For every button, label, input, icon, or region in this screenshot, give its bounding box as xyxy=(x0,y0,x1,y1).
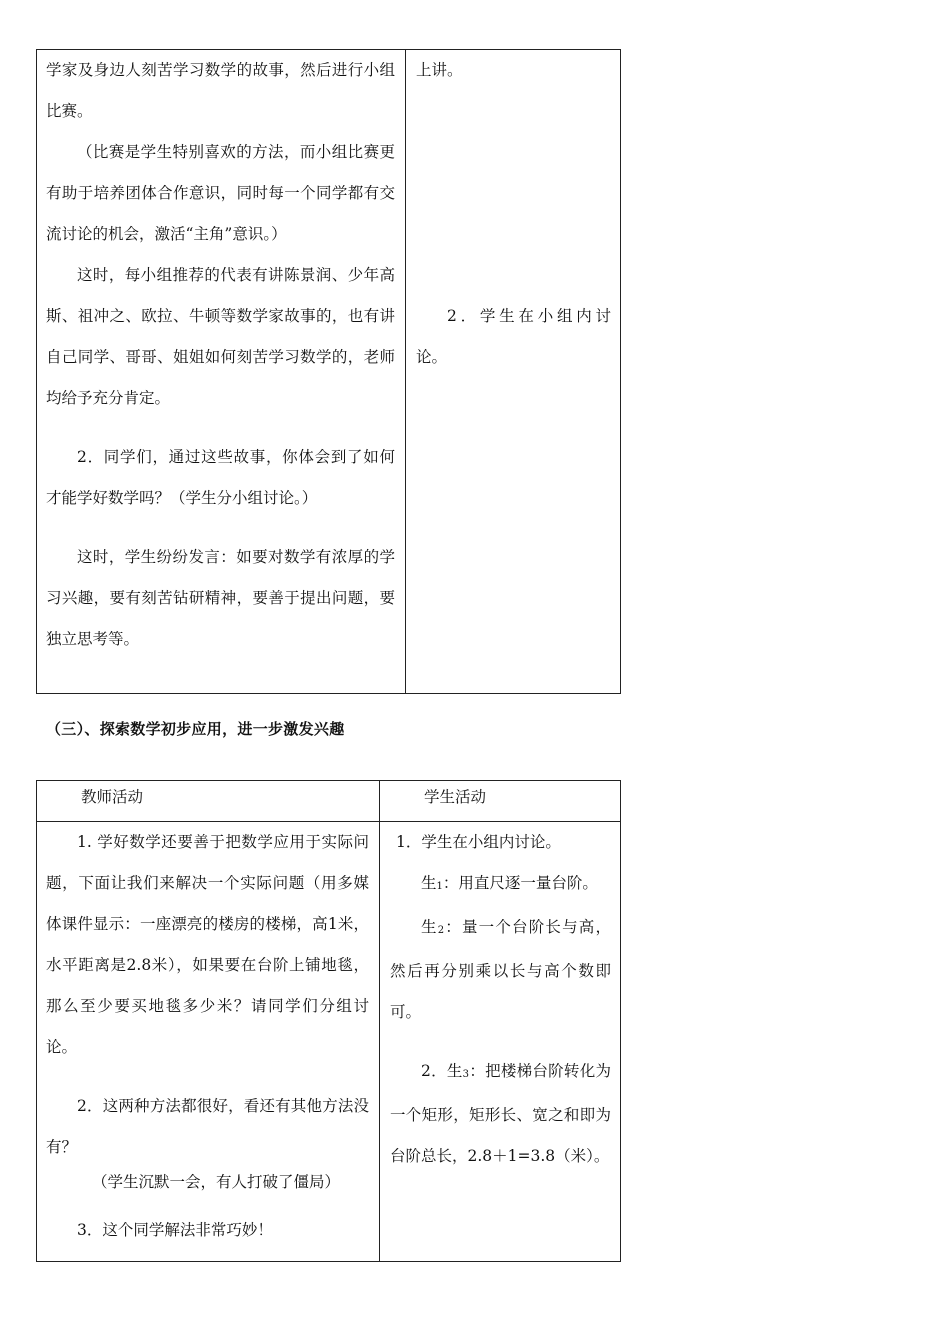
lesson-table-1 xyxy=(36,49,621,694)
subscript: 3 xyxy=(462,1069,470,1080)
student-activity-cell xyxy=(380,822,621,1262)
paragraph: 2．同学们，通过这些故事，你体会到了如何才能学好数学吗？（学生分小组讨论。） xyxy=(46,448,395,507)
student-label: 生 xyxy=(421,918,438,936)
teacher-activity-cell xyxy=(37,50,406,694)
lesson-table-2 xyxy=(36,780,621,1262)
student-answer: ：用直尺逐一量台阶。 xyxy=(442,874,598,892)
paragraph: 3．这个同学解法非常巧妙！ xyxy=(77,1221,273,1239)
section-heading: （三）、探索数学初步应用，进一步激发兴趣 xyxy=(46,720,345,738)
teacher-activity-cell xyxy=(37,822,380,1262)
paragraph xyxy=(390,907,611,1033)
student-answer: ：把楼梯台阶转化为一个矩形，矩形长、宽之和即为台阶总长，2.8＋1=3.8（米）。 xyxy=(390,1062,611,1165)
header-label: 教师活动 xyxy=(81,788,144,806)
paragraph: 2．这两种方法都很好，看还有其他方法没有？ xyxy=(46,1097,369,1156)
paragraph: 1. 学好数学还要善于把数学应用于实际问题，下面让我们来解决一个实际问题（用多媒体课件显示：一座漂亮的楼房的楼梯，高1米，水平距离是2.8米），如果要在台阶上铺地毯，那么至少要买地毯多少米？请同学们分组讨论。 xyxy=(46,833,369,1056)
paragraph: 2．学生在小组内讨论。 xyxy=(416,307,611,366)
paragraph xyxy=(390,1051,611,1177)
subscript: 2 xyxy=(437,925,445,936)
column-header-teacher xyxy=(37,781,380,822)
paragraph: （比赛是学生特别喜欢的方法，而小组比赛更有助于培养团体合作意识，同时每一个同学都有交流讨论的机会，激活“主角”意识。） xyxy=(46,143,395,243)
paragraph: （学生沉默一会，有人打破了僵局） xyxy=(92,1173,341,1191)
column-header-student xyxy=(380,781,621,822)
paragraph: 1．学生在小组内讨论。 xyxy=(396,833,561,851)
header-label: 学生活动 xyxy=(424,788,487,806)
student-label: 2．生 xyxy=(421,1062,463,1080)
student-label: 生 xyxy=(421,874,437,892)
subscript: 1 xyxy=(436,881,443,892)
paragraph xyxy=(390,863,611,907)
paragraph: 这时，每小组推荐的代表有讲陈景润、少年高斯、祖冲之、欧拉、牛顿等数学家故事的，也有讲自己同学、哥哥、姐姐如何刻苦学习数学的，老师均给予充分肯定。 xyxy=(46,266,395,407)
paragraph: 这时，学生纷纷发言：如要对数学有浓厚的学习兴趣，要有刻苦钻研精神，要善于提出问题，要独立思考等。 xyxy=(46,548,395,648)
paragraph: 上讲。 xyxy=(416,61,463,79)
student-answer: ：量一个台阶长与高，然后再分别乘以长与高个数即可。 xyxy=(390,918,611,1021)
paragraph: 学家及身边人刻苦学习数学的故事，然后进行小组比赛。 xyxy=(46,61,395,120)
student-activity-cell xyxy=(406,50,621,694)
